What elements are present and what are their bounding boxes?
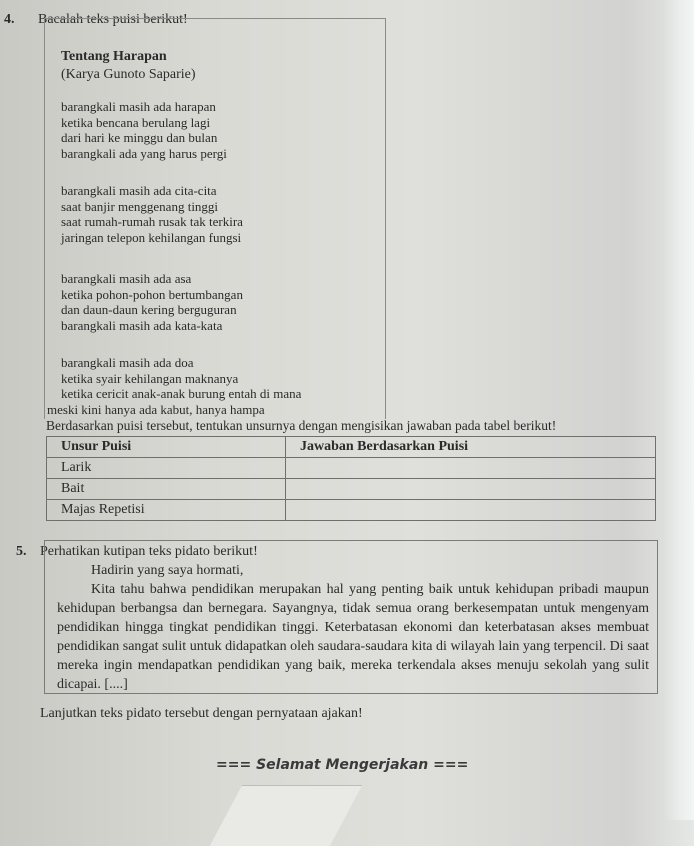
poem-stanza-4 — [47, 355, 302, 417]
table-cell-element: Larik — [47, 458, 286, 479]
poem-line: ketika cericit anak-anak burung entah di mana — [61, 386, 302, 401]
question-5-task: Lanjutkan teks pidato tersebut dengan pernyataan ajakan! — [40, 706, 363, 721]
poem-line: barangkali masih ada kata-kata — [61, 317, 223, 333]
poem-author: (Karya Gunoto Saparie) — [61, 67, 196, 82]
table-cell-element: Bait — [47, 479, 286, 500]
poem-stanza-3 — [61, 271, 243, 333]
poem-line: barangkali masih ada doa — [61, 355, 194, 370]
poem-line: saat rumah-rumah rusak tak terkira — [61, 214, 243, 229]
table-cell-element: Majas Repetisi — [47, 500, 286, 521]
question-4-instruction: Bacalah teks puisi berikut! — [38, 12, 188, 27]
poem-line: meski kini hanya ada kabut, hanya hampa — [47, 401, 265, 417]
table-row — [47, 500, 656, 521]
poem-line: jaringan telepon kehilangan fungsi — [61, 229, 242, 245]
question-5-instruction: Perhatikan kutipan teks pidato berikut! — [40, 544, 258, 559]
poem-stanza-1 — [61, 99, 227, 161]
poem-line: dan daun-daun kering berguguran — [61, 302, 237, 317]
question-4-task: Berdasarkan puisi tersebut, tentukan unsurnya dengan mengisikan jawaban pada tabel berikut! — [46, 418, 557, 433]
poem-line: barangkali masih ada asa — [61, 271, 192, 286]
speech-box — [44, 540, 658, 694]
poem-line: barangkali masih ada harapan — [61, 99, 216, 114]
poem-line: saat banjir menggenang tinggi — [61, 198, 219, 214]
closing-message: === Selamat Mengerjakan === — [216, 757, 469, 773]
page-edge-glare — [664, 0, 694, 820]
question-4-number: 4. — [4, 12, 15, 27]
poem-line: ketika bencana berulang lagi — [61, 114, 211, 130]
table-header-element: Unsur Puisi — [47, 437, 286, 458]
table-row — [47, 479, 656, 500]
answer-cell-larik[interactable] — [286, 458, 656, 479]
answer-cell-majas[interactable] — [286, 500, 656, 521]
answer-table — [46, 436, 656, 521]
poem-line: barangkali ada yang harus pergi — [61, 145, 227, 161]
poem-line: barangkali masih ada cita-cita — [61, 183, 217, 198]
poem-title: Tentang Harapan — [61, 49, 167, 64]
table-header-row — [47, 437, 656, 458]
poem-line: ketika pohon-pohon bertumbangan — [61, 286, 243, 302]
paper-fold-corner — [210, 785, 362, 846]
poem-stanza-2 — [61, 183, 243, 245]
table-header-answer: Jawaban Berdasarkan Puisi — [286, 437, 656, 458]
answer-cell-bait[interactable] — [286, 479, 656, 500]
poem-box — [44, 18, 386, 419]
speech-greeting: Hadirin yang saya hormati, — [91, 563, 244, 578]
table-row — [47, 458, 656, 479]
question-5-number: 5. — [16, 544, 27, 559]
poem-line: ketika syair kehilangan maknanya — [61, 370, 239, 386]
speech-body: Kita tahu bahwa pendidikan merupakan hal yang penting baik untuk kehidupan pribadi maupun kehidupan berbangsa dan bernegara. Sayangnya, tidak semua orang berkesempatan untuk mengenyam pendidikan hingga tingkat pendidikan tinggi. Keterbatasan ekonomi dan keterbatasan akses membuat pendidikan sangat sulit untuk didapatkan oleh saudara-saudara kita di wilayah lain yang terpencil. Di saat mereka ingin mendapatkan pendidikan yang baik, mereka terkendala akses menuju sekolah yang sulit dicapai. [....] — [57, 582, 649, 692]
poem-line: dari hari ke minggu dan bulan — [61, 130, 218, 145]
